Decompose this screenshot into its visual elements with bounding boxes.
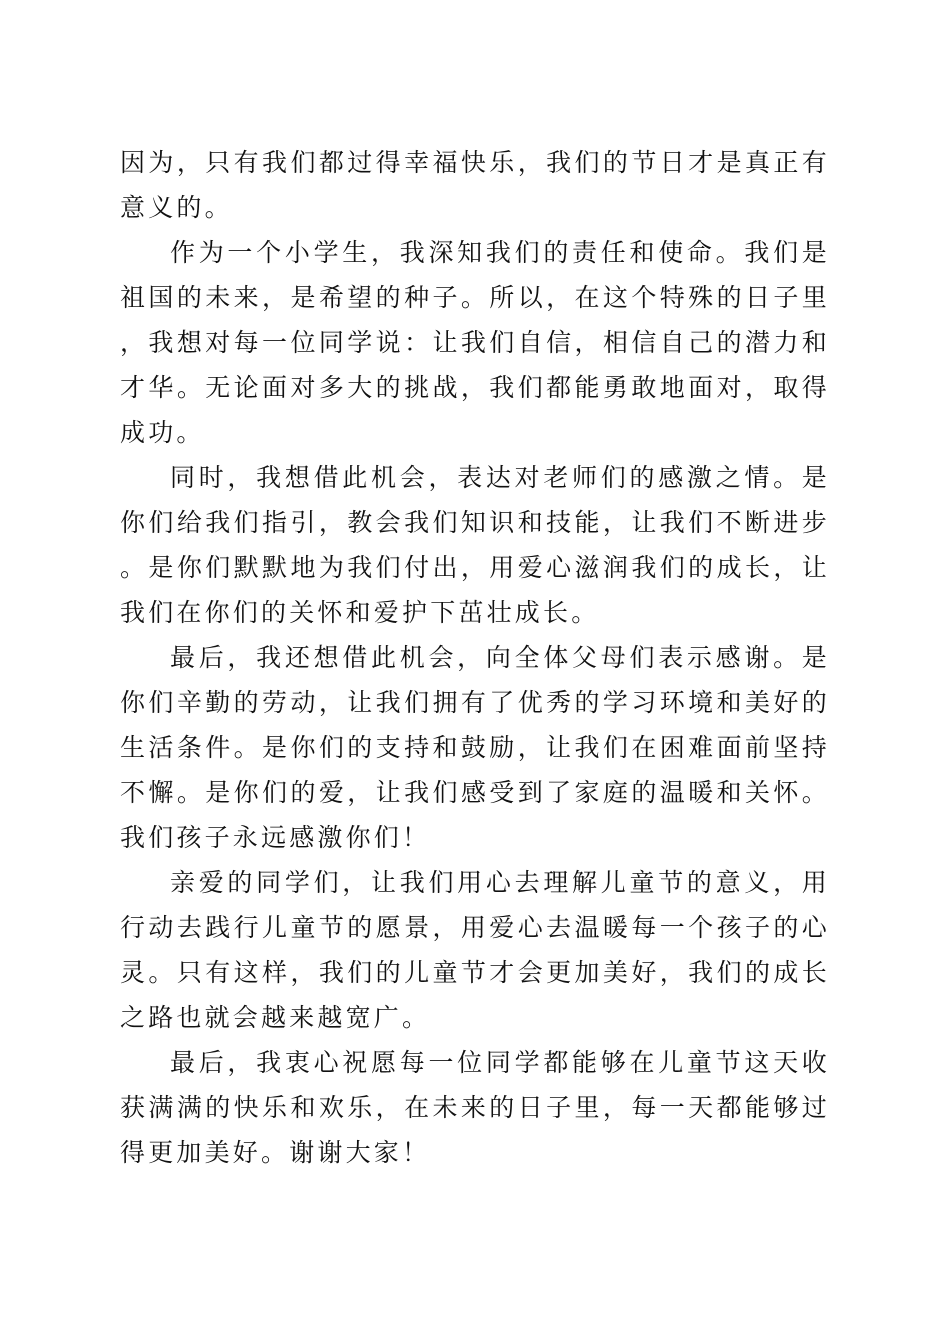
paragraph-5: 亲爱的同学们，让我们用心去理解儿童节的意义，用行动去践行儿童节的愿景，用爱心去温暖每一个孩子的心灵。只有这样，我们的儿童节才会更加美好，我们的成长之路也就会越来越宽广。 (120, 868, 830, 1032)
paragraph-4: 最后，我还想借此机会，向全体父母们表示感谢。是你们辛勤的劳动，让我们拥有了优秀的学习环境和美好的生活条件。是你们的支持和鼓励，让我们在困难面前坚持不懈。是你们的爱，让我们感受到了家庭的温暖和关怀。我们孩子永远感激你们！ (120, 643, 830, 852)
paragraph-2: 作为一个小学生，我深知我们的责任和使命。我们是祖国的未来，是希望的种子。所以，在这个特殊的日子里，我想对每一位同学说：让我们自信，相信自己的潜力和才华。无论面对多大的挑战，我们都能勇敢地面对，取得成功。 (120, 238, 830, 447)
paragraph-1: 因为，只有我们都过得幸福快乐，我们的节日才是真正有意义的。 (120, 148, 830, 222)
document-body (120, 140, 830, 1175)
paragraph-3: 同时，我想借此机会，表达对老师们的感激之情。是你们给我们指引，教会我们知识和技能，让我们不断进步。是你们默默地为我们付出，用爱心滋润我们的成长，让我们在你们的关怀和爱护下茁壮成长。 (120, 463, 830, 627)
paragraph-6: 最后，我衷心祝愿每一位同学都能够在儿童节这天收获满满的快乐和欢乐，在未来的日子里，每一天都能够过得更加美好。谢谢大家！ (120, 1048, 830, 1167)
